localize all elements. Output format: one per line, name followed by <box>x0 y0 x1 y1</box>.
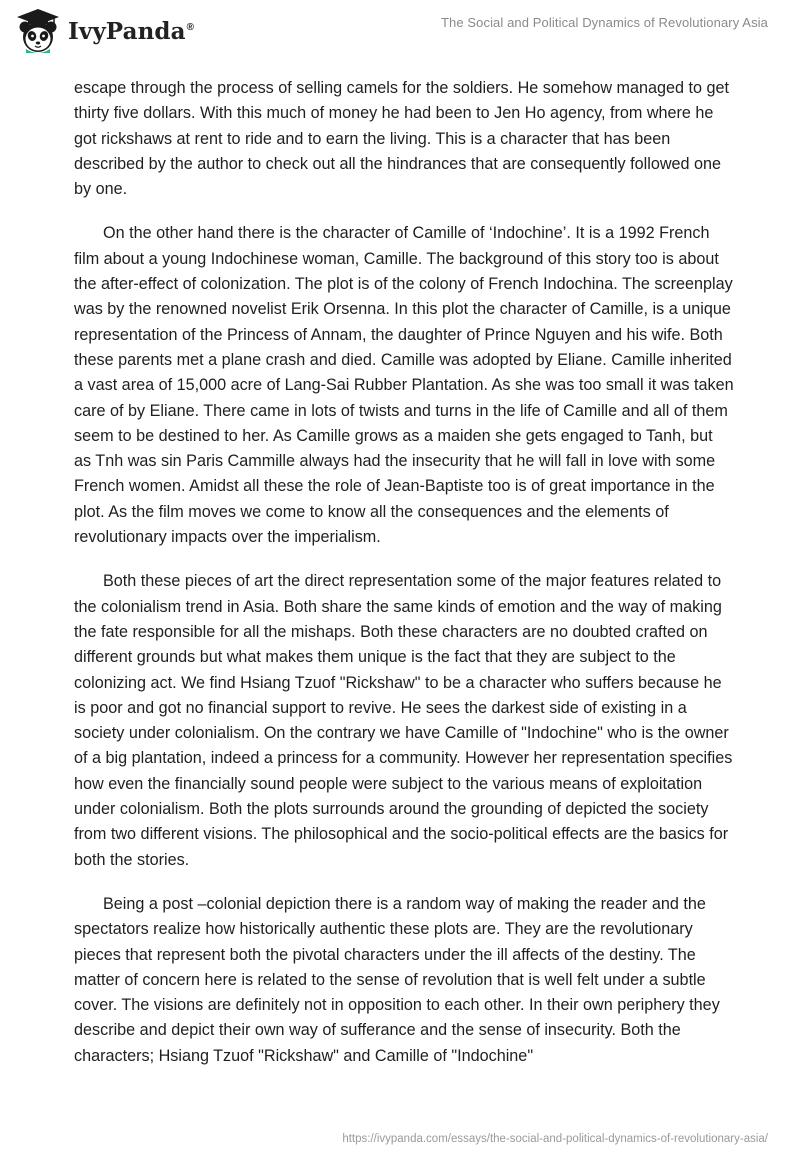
brand-name: IvyPanda® <box>68 17 195 45</box>
panda-graduate-icon <box>14 7 62 55</box>
paragraph-3: Both these pieces of art the direct representation some of the major features related to the colonialism trend in Asia. Both share the same kinds of emotion and the way of making the fate responsible for all the mishaps. Both these characters are no doubted crafted on different grounds but what makes them unique is the fact that they are subject to the colonizing act. We find Hsiang Tzuof "Rickshaw" to be a character who suffers because he is poor and got no financial support to revive. He sees the darkest side of existing in a society under colonialism. On the contrary we have Camille of "Indochine" who is the owner of a big plantation, indeed a princess for a community. However her representation specifies how even the financially sound people were subject to the various means of exploitation under colonialism. Both the plots surrounds around the grounding of depicted the society from two different visions. The philosophical and the socio-political effects are the basics for both the stories. <box>74 572 733 869</box>
ivypanda-logo[interactable] <box>14 7 194 55</box>
source-url[interactable]: https://ivypanda.com/essays/the-social-and-political-dynamics-of-revolutionary-asia/ <box>342 1133 768 1145</box>
essay-body <box>74 76 734 1088</box>
document-title: The Social and Political Dynamics of Revolutionary Asia <box>440 15 768 30</box>
paragraph-4: Being a post –colonial depiction there is a random way of making the reader and the spectators realize how historically authentic these plots are. They are the revolutionary pieces that represent both the pivotal characters under the ill affects of the destiny. The matter of concern here is related to the sense of revolution that is well felt under a subtle cover. The visions are definitely not in opposition to each other. In their own periphery they describe and depict their own way of sufferance and the sense of insecurity. Both the characters; Hsiang Tzuof "Rickshaw" and Camille of "Indochine" <box>74 894 720 1065</box>
paragraph-1: escape through the process of selling camels for the soldiers. He somehow managed to get thirty five dollars. With this much of money he had been to Jen Ho agency, from where he got rickshaws at rent to ride and to earn the living. This is a character that has been described by the author to check out all the hindrances that are consequently followed one by one. <box>74 79 730 199</box>
paragraph-2: On the other hand there is the character of Camille of ‘Indochine’. It is a 1992 French film about a young Indochinese woman, Camille. The background of this story too is about the after-effect of colonization. The plot is of the colony of French Indochina. The screenplay was by the renowned novelist Erik Orsenna. In this plot the character of Camille, is a unique representation of the Princess of Annam, the daughter of Prince Nguyen and his wife. Both these parents met a plane crash and died. Camille was adopted by Eliane. Camille inherited a vast area of 15,000 acre of Lang-Sai Rubber Plantation. As she was too small it was taken care of by Eliane. There came in lots of twists and turns in the life of Camille and all of them seem to be destined to her. As Camille grows as a maiden she gets engaged to Tanh, but as Tnh was sin Paris Cammille always had the insecurity that he will fall in love with some French women. Amidst all these the role of Jean-Baptiste too is of great importance in the plot. As the film moves we come to know all the consequences and the elements of revolutionary impacts over the imperialism. <box>74 224 734 547</box>
registered-mark: ® <box>186 21 195 33</box>
page-header <box>0 0 800 64</box>
